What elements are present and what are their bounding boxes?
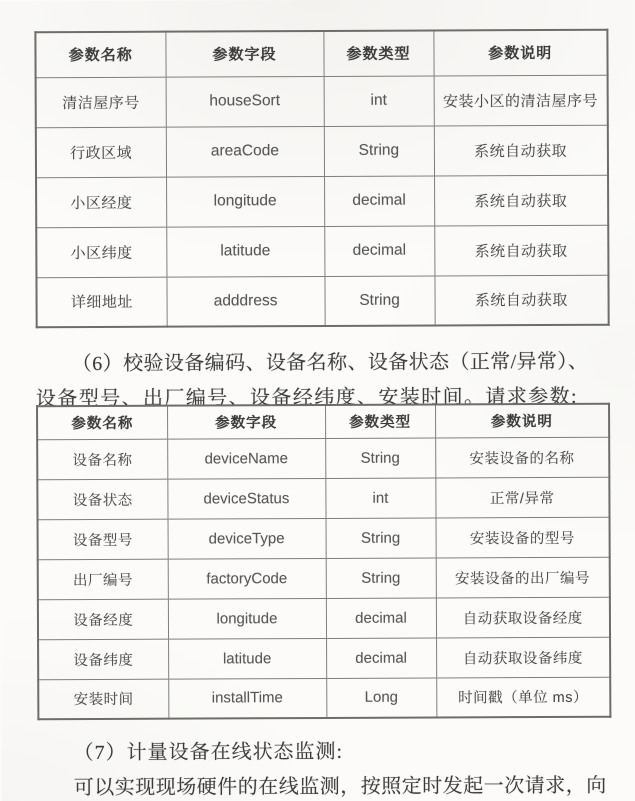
param-name-cell: 小区经度 [36,177,166,228]
param-desc-cell: 安装设备的名称 [435,437,609,478]
param-field-cell: areaCode [166,126,324,177]
header-param-desc: 参数说明 [435,404,609,438]
param-type-cell: decimal [326,637,436,677]
param-field-cell: factoryCode [168,558,326,599]
param-type-cell: int [325,477,435,517]
param-type-cell: String [325,437,435,477]
param-name-cell: 设备名称 [37,439,167,480]
paragraph-8: 可以实现现场硬件的在线监测，按照定时发起一次请求，向 [73,774,607,800]
param-desc-cell: 正常/异常 [435,477,609,518]
header-param-name: 参数名称 [35,32,165,78]
header-param-name: 参数名称 [37,406,167,440]
param-name-cell: 安装时间 [38,679,168,720]
param-desc-cell: 系统自动获取 [434,275,608,326]
param-type-cell: Long [326,677,436,717]
param-type-cell: decimal [326,597,436,637]
parameter-table-house [34,29,609,329]
header-param-type: 参数类型 [323,30,433,75]
param-name-cell: 设备经度 [38,599,168,640]
param-desc-cell: 安装设备的出厂编号 [436,557,610,598]
table-header-row [37,404,609,439]
param-name-cell: 设备状态 [37,479,167,520]
param-type-cell: String [326,557,436,597]
param-field-cell: adddress [166,276,324,327]
param-field-cell: latitude [166,226,324,277]
param-desc-cell: 时间戳（单位 ms） [436,677,610,718]
param-field-cell: deviceType [168,518,326,559]
table-row [36,75,608,127]
paragraph-6-line-1: （6）校验设备编码、设备名称、设备状态（正常/异常）、 [71,350,589,376]
param-desc-cell: 系统自动获取 [434,175,608,226]
param-field-cell: longitude [168,598,326,639]
param-type-cell: decimal [324,225,434,275]
paragraph-6-line-2: 设备型号、出厂编号、设备经纬度、安装时间。请求参数: [35,385,579,411]
param-type-cell: String [324,275,434,325]
table-row [38,677,610,719]
param-name-cell: 行政区域 [36,127,166,178]
table-row [36,175,608,227]
param-name-cell: 小区纬度 [36,227,166,278]
table-row [37,477,609,519]
table-row [36,275,608,327]
paragraph-7: （7）计量设备在线状态监测: [73,740,344,765]
table-row [38,557,610,599]
table-row [38,517,610,559]
header-param-field: 参数字段 [167,405,325,439]
table-row [37,437,609,479]
header-param-type: 参数类型 [325,404,435,437]
param-desc-cell: 自动获取设备纬度 [436,637,610,678]
param-field-cell: houseSort [166,76,324,127]
param-type-cell: int [324,75,434,125]
param-field-cell: installTime [168,678,326,719]
param-field-cell: deviceName [167,438,325,479]
param-field-cell: latitude [168,638,326,679]
param-name-cell: 设备型号 [38,519,168,560]
table-row [36,225,608,277]
param-field-cell: longitude [166,176,324,227]
table-row [38,637,610,679]
header-param-field: 参数字段 [165,31,323,77]
param-type-cell: String [324,125,434,175]
param-desc-cell: 安装设备的型号 [436,517,610,558]
param-desc-cell: 系统自动获取 [434,225,608,276]
param-name-cell: 详细地址 [36,277,166,328]
param-type-cell: decimal [324,175,434,225]
parameter-table-device [36,403,611,721]
param-type-cell: String [326,517,436,557]
param-name-cell: 出厂编号 [38,559,168,600]
table-header-row [35,30,607,77]
param-name-cell: 清洁屋序号 [36,77,166,128]
table-row [38,597,610,639]
param-field-cell: deviceStatus [167,478,325,519]
param-desc-cell: 安装小区的清洁屋序号 [434,75,608,126]
table-row [36,125,608,177]
param-desc-cell: 系统自动获取 [434,125,608,176]
header-param-desc: 参数说明 [433,30,607,76]
param-desc-cell: 自动获取设备经度 [436,597,610,638]
param-name-cell: 设备纬度 [38,639,168,680]
